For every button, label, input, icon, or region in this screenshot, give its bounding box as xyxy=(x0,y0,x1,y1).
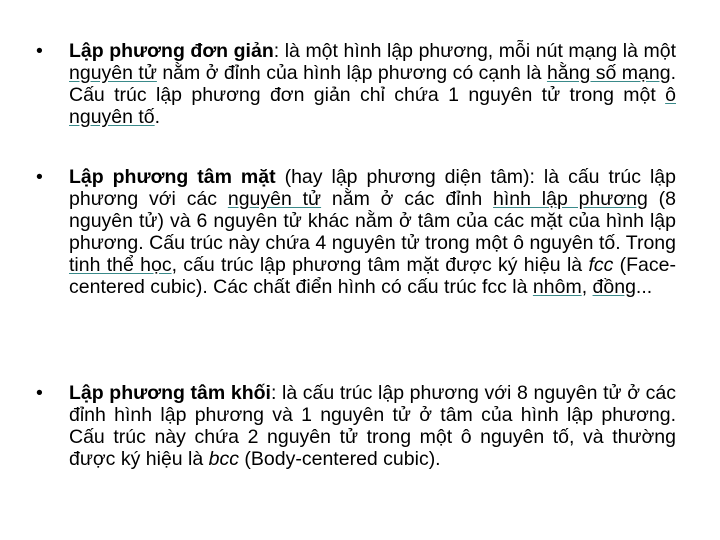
bullet-item-bcc xyxy=(36,382,676,470)
link-hinh-lap-phuong[interactable]: hình lập phương xyxy=(493,188,648,210)
bullet-icon: • xyxy=(36,166,43,188)
text-segment: , cấu trúc lập phương tâm mặt được ký hiệu là xyxy=(171,254,589,276)
bullet-icon: • xyxy=(36,40,43,62)
text-segment: (Body-centered cubic). xyxy=(239,448,441,470)
term-heading: Lập phương tâm mặt xyxy=(69,166,276,188)
text-segment: : là cấu trúc lập phương với 8 nguyên tử ở các đỉnh hình lập phương và 1 nguyên tử ở tâm của hình lập phương. Cấu trúc này chứa 2 nguyên tử trong một ô nguyên tố, và thường được ký hiệu là xyxy=(69,382,676,470)
text-segment: (Face-centered cubic). Các chất điển hình có cấu trúc fcc là xyxy=(69,254,676,298)
link-nguyen-tu[interactable]: nguyên tử xyxy=(227,188,322,210)
text-segment: . xyxy=(154,106,161,128)
link-o-nguyen-to[interactable]: ô nguyên tố xyxy=(69,84,676,128)
link-tinh-the-hoc[interactable]: tinh thể học xyxy=(69,254,172,276)
bullet-text xyxy=(69,40,676,128)
bullet-text xyxy=(69,166,676,298)
text-segment: : là một hình lập phương, mỗi nút mạng là một xyxy=(273,40,676,62)
text-segment: nằm ở các đỉnh xyxy=(321,188,494,210)
abbreviation-fcc: fcc xyxy=(588,254,614,276)
text-segment: . Cấu trúc lập phương đơn giản chỉ chứa 1 nguyên tử trong một xyxy=(69,62,676,106)
text-segment: nằm ở đỉnh của hình lập phương có cạnh là xyxy=(156,62,547,84)
abbreviation-bcc: bcc xyxy=(208,448,240,470)
term-heading: Lập phương đơn giản xyxy=(69,40,274,62)
link-dong[interactable]: đồng xyxy=(592,276,636,298)
bullet-item-fcc xyxy=(36,166,676,298)
link-hang-so-mang[interactable]: hằng số mạng xyxy=(546,62,671,84)
text-segment: (8 nguyên tử) và 6 nguyên tử khác nằm ở tâm của các mặt của hình lập phương. Cấu trúc này chứa 4 nguyên tử trong một ô nguyên tố. Trong xyxy=(69,188,676,254)
text-segment: ... xyxy=(635,276,653,298)
link-nguyen-tu[interactable]: nguyên tử xyxy=(69,62,157,84)
bullet-icon: • xyxy=(36,382,43,404)
text-segment: (hay lập phương diện tâm): là cấu trúc lập phương với các xyxy=(69,166,676,210)
bullet-item-simple-cubic xyxy=(36,40,676,128)
bullet-text xyxy=(69,382,676,470)
text-segment: , xyxy=(581,276,593,298)
term-heading: Lập phương tâm khối xyxy=(69,382,271,404)
link-nhom[interactable]: nhôm xyxy=(532,276,582,298)
